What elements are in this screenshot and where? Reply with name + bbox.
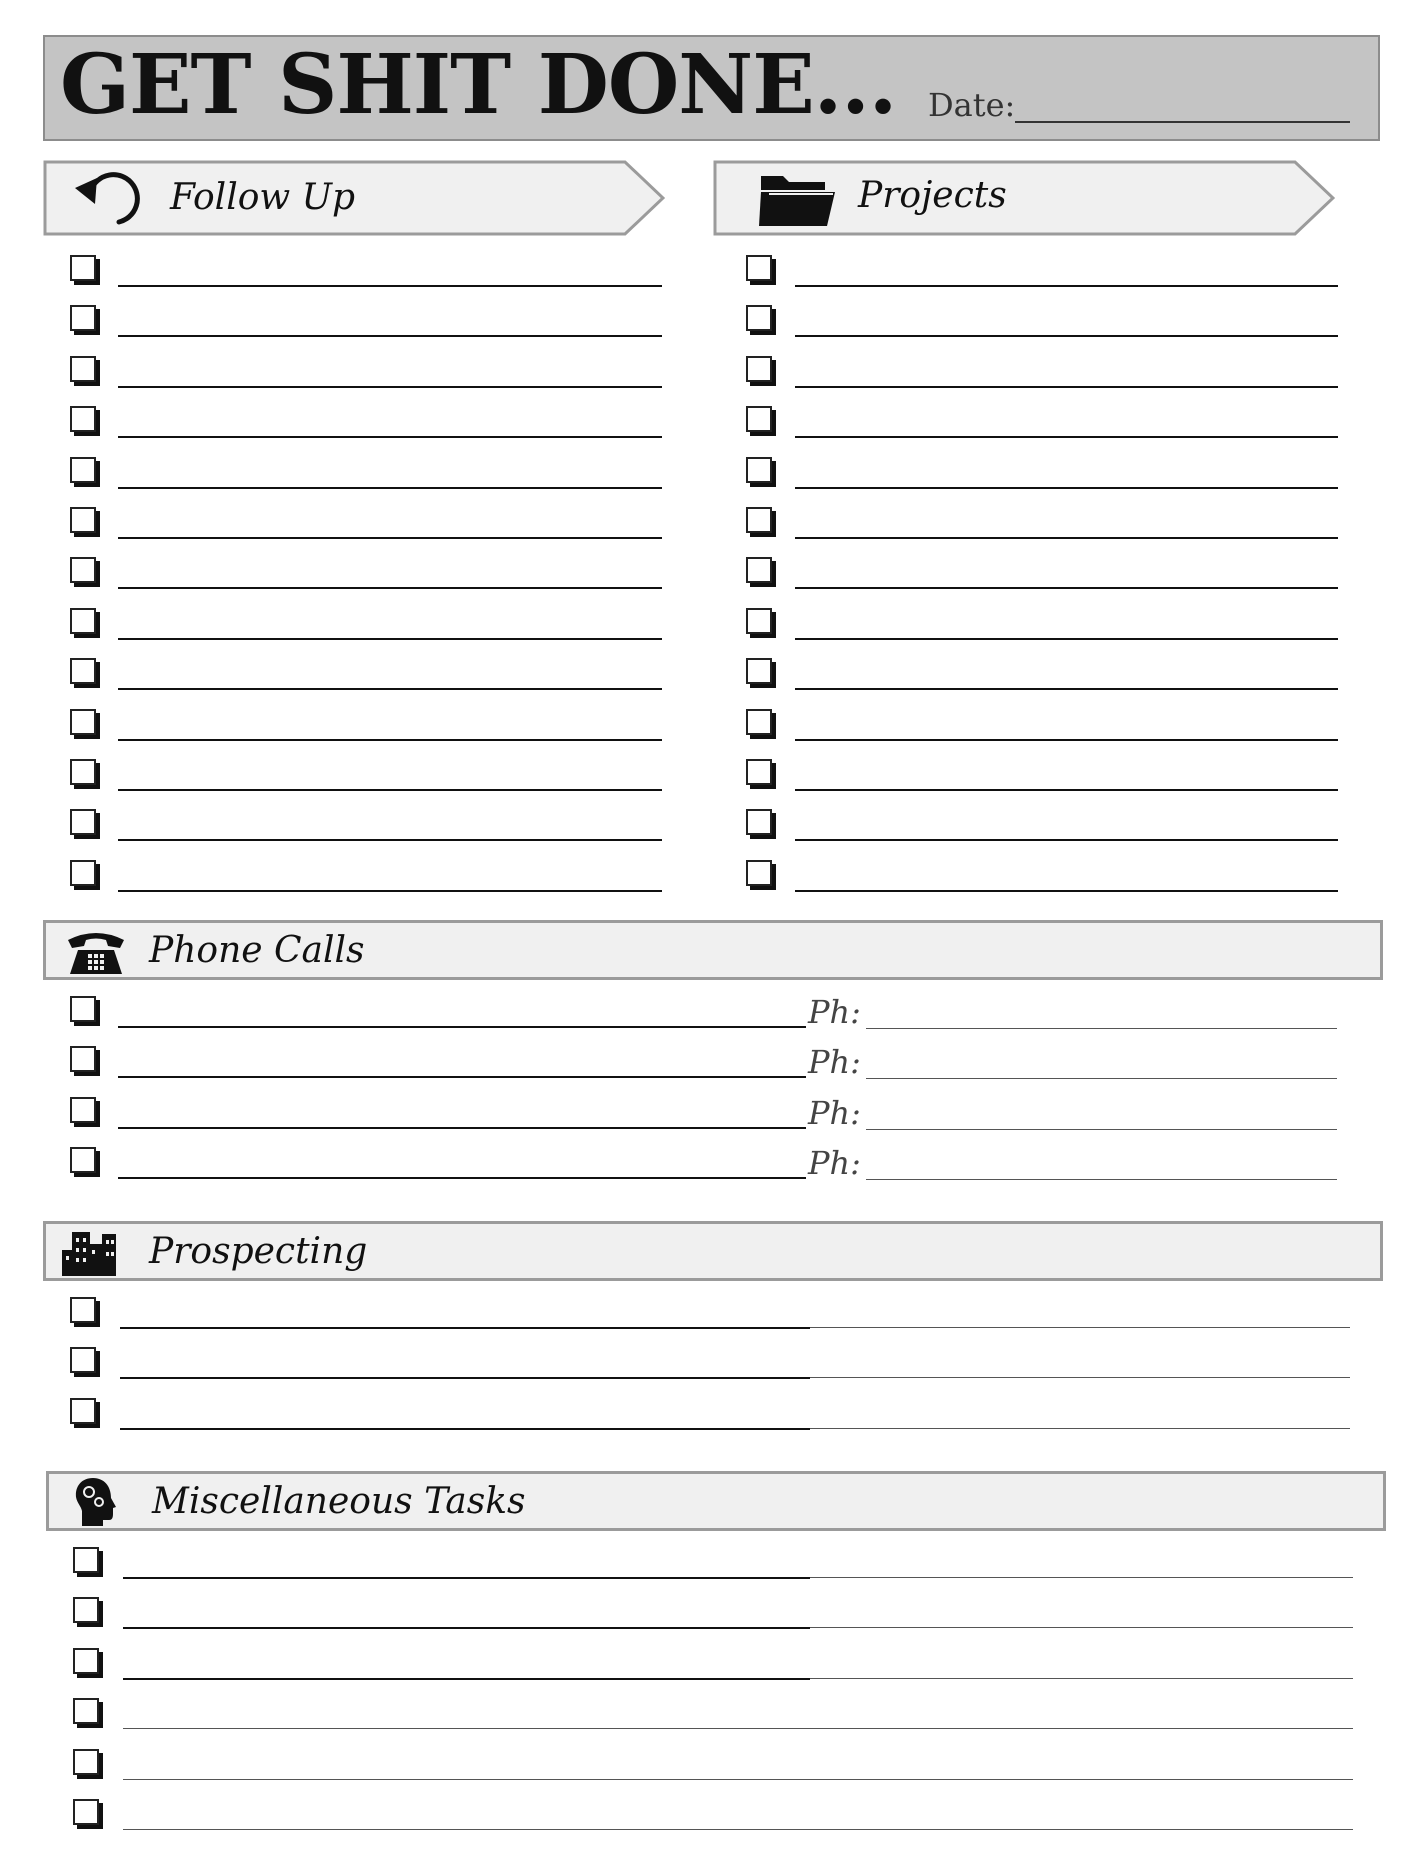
follow-up-item	[70, 753, 662, 803]
prospecting-header	[43, 1221, 1383, 1281]
phone-number-field[interactable]	[866, 1129, 1337, 1130]
write-line[interactable]	[118, 638, 662, 640]
write-line[interactable]	[123, 1577, 810, 1579]
follow-up-item	[70, 703, 662, 753]
phone-call-item	[70, 1091, 861, 1141]
misc-task-item	[73, 1642, 1353, 1692]
write-line[interactable]	[120, 1327, 810, 1329]
write-line[interactable]	[795, 638, 1338, 640]
checkbox[interactable]	[746, 658, 772, 684]
write-line[interactable]	[118, 1177, 806, 1179]
phone-label: Ph:	[808, 993, 861, 1031]
follow-up-item	[70, 652, 662, 702]
checkbox[interactable]	[73, 1547, 99, 1573]
misc-task-item	[73, 1743, 1353, 1793]
checkbox[interactable]	[70, 996, 96, 1022]
write-line[interactable]	[810, 1327, 1350, 1328]
checkbox[interactable]	[70, 1097, 96, 1123]
checkbox[interactable]	[70, 809, 96, 835]
write-line[interactable]	[118, 436, 662, 438]
prospecting-item	[70, 1341, 1350, 1391]
checkbox[interactable]	[70, 507, 96, 533]
checkbox[interactable]	[70, 255, 96, 281]
checkbox[interactable]	[746, 356, 772, 382]
write-line[interactable]	[810, 1377, 1350, 1378]
write-line[interactable]	[795, 839, 1338, 841]
write-line[interactable]	[123, 1779, 810, 1780]
project-item	[746, 400, 1338, 450]
project-item	[746, 652, 1338, 702]
follow-up-item	[70, 400, 662, 450]
follow-up-item	[70, 803, 662, 853]
project-item	[746, 249, 1338, 299]
project-item	[746, 753, 1338, 803]
checkbox[interactable]	[73, 1799, 99, 1825]
write-line[interactable]	[795, 789, 1338, 791]
checkbox[interactable]	[746, 457, 772, 483]
prospecting-label: Prospecting	[149, 1231, 368, 1272]
write-line[interactable]	[118, 386, 662, 388]
follow-up-item	[70, 249, 662, 299]
checkbox[interactable]	[70, 1297, 96, 1323]
project-item	[746, 854, 1338, 904]
checkbox[interactable]	[746, 709, 772, 735]
project-item	[746, 501, 1338, 551]
write-line[interactable]	[118, 285, 662, 287]
project-item	[746, 803, 1338, 853]
checkbox[interactable]	[70, 608, 96, 634]
checkbox[interactable]	[73, 1698, 99, 1724]
checkbox[interactable]	[73, 1749, 99, 1775]
write-line[interactable]	[118, 537, 662, 539]
follow-up-item	[70, 551, 662, 601]
phone-label: Ph:	[808, 1093, 861, 1132]
write-line[interactable]	[118, 789, 662, 791]
checkbox[interactable]	[746, 860, 772, 886]
write-line[interactable]	[118, 587, 662, 589]
date-label: Date:	[928, 86, 1016, 124]
head-gears-icon	[73, 1476, 117, 1532]
phone-calls-label: Phone Calls	[149, 930, 365, 971]
write-line[interactable]	[795, 587, 1338, 589]
write-line[interactable]	[120, 1428, 810, 1430]
checkbox[interactable]	[746, 305, 772, 331]
checkbox[interactable]	[70, 1147, 96, 1173]
follow-up-label: Follow Up	[170, 177, 356, 218]
date-field[interactable]	[1015, 121, 1350, 123]
write-line[interactable]	[795, 688, 1338, 690]
write-line[interactable]	[795, 335, 1338, 337]
prospecting-item	[70, 1291, 1350, 1341]
phone-call-item	[70, 1141, 861, 1191]
checkbox[interactable]	[746, 507, 772, 533]
checkbox[interactable]	[746, 557, 772, 583]
project-item	[746, 299, 1338, 349]
projects-header	[713, 160, 1335, 236]
phone-label: Ph:	[808, 1144, 861, 1183]
write-line[interactable]	[810, 1577, 1353, 1578]
write-line[interactable]	[123, 1678, 810, 1680]
checkbox[interactable]	[70, 658, 96, 684]
write-line[interactable]	[795, 739, 1338, 741]
write-line[interactable]	[118, 1076, 806, 1078]
write-line[interactable]	[123, 1728, 810, 1729]
write-line[interactable]	[123, 1627, 810, 1629]
project-item	[746, 703, 1338, 753]
checkbox[interactable]	[70, 1046, 96, 1072]
checkbox[interactable]	[746, 759, 772, 785]
project-item	[746, 602, 1338, 652]
checkbox[interactable]	[70, 759, 96, 785]
write-line[interactable]	[118, 839, 662, 841]
follow-up-item	[70, 451, 662, 501]
follow-up-item	[70, 854, 662, 904]
write-line[interactable]	[810, 1678, 1353, 1679]
phone-number-field[interactable]	[866, 1028, 1337, 1029]
misc-tasks-label: Miscellaneous Tasks	[152, 1481, 526, 1522]
checkbox[interactable]	[70, 860, 96, 886]
write-line[interactable]	[795, 436, 1338, 438]
write-line[interactable]	[795, 386, 1338, 388]
follow-up-item	[70, 299, 662, 349]
checkbox[interactable]	[70, 709, 96, 735]
write-line[interactable]	[118, 1127, 806, 1129]
checkbox[interactable]	[70, 457, 96, 483]
write-line[interactable]	[810, 1829, 1353, 1830]
project-item	[746, 451, 1338, 501]
checkbox[interactable]	[73, 1597, 99, 1623]
phone-calls-header	[43, 920, 1383, 980]
write-line[interactable]	[118, 335, 662, 337]
checkbox[interactable]	[746, 406, 772, 432]
write-line[interactable]	[118, 1026, 806, 1028]
write-line[interactable]	[120, 1377, 810, 1379]
checkbox[interactable]	[70, 557, 96, 583]
checkbox[interactable]	[746, 255, 772, 281]
misc-tasks-header	[46, 1471, 1386, 1531]
write-line[interactable]	[118, 739, 662, 741]
follow-up-item	[70, 501, 662, 551]
write-line[interactable]	[795, 285, 1338, 287]
prospecting-item	[70, 1392, 1350, 1442]
write-line[interactable]	[810, 1627, 1353, 1628]
phone-number-field[interactable]	[866, 1078, 1337, 1079]
checkbox[interactable]	[70, 356, 96, 382]
page-title: GET SHIT DONE...	[60, 37, 897, 133]
write-line[interactable]	[795, 890, 1338, 892]
buildings-icon	[60, 1228, 120, 1280]
follow-up-item	[70, 602, 662, 652]
checkbox[interactable]	[70, 406, 96, 432]
phone-label: Ph:	[808, 1043, 861, 1082]
checkbox[interactable]	[70, 1347, 96, 1373]
write-line[interactable]	[795, 487, 1338, 489]
project-item	[746, 551, 1338, 601]
write-line[interactable]	[810, 1428, 1350, 1429]
checkbox[interactable]	[73, 1648, 99, 1674]
misc-task-item	[73, 1541, 1353, 1591]
phone-call-item	[70, 990, 861, 1040]
checkbox[interactable]	[746, 608, 772, 634]
projects-label: Projects	[858, 175, 1007, 216]
write-line[interactable]	[118, 688, 662, 690]
misc-task-item	[73, 1692, 1353, 1742]
project-item	[746, 350, 1338, 400]
telephone-icon	[64, 926, 128, 980]
checkbox[interactable]	[746, 809, 772, 835]
write-line[interactable]	[123, 1829, 810, 1830]
misc-task-item	[73, 1591, 1353, 1641]
phone-number-field[interactable]	[866, 1179, 1337, 1180]
write-line[interactable]	[118, 890, 662, 892]
write-line[interactable]	[810, 1779, 1353, 1780]
write-line[interactable]	[810, 1728, 1353, 1729]
checkbox[interactable]	[70, 305, 96, 331]
write-line[interactable]	[795, 537, 1338, 539]
follow-up-header	[43, 160, 665, 236]
checkbox[interactable]	[70, 1398, 96, 1424]
misc-task-item	[73, 1793, 1353, 1843]
phone-call-item	[70, 1040, 861, 1090]
write-line[interactable]	[118, 487, 662, 489]
follow-up-item	[70, 350, 662, 400]
